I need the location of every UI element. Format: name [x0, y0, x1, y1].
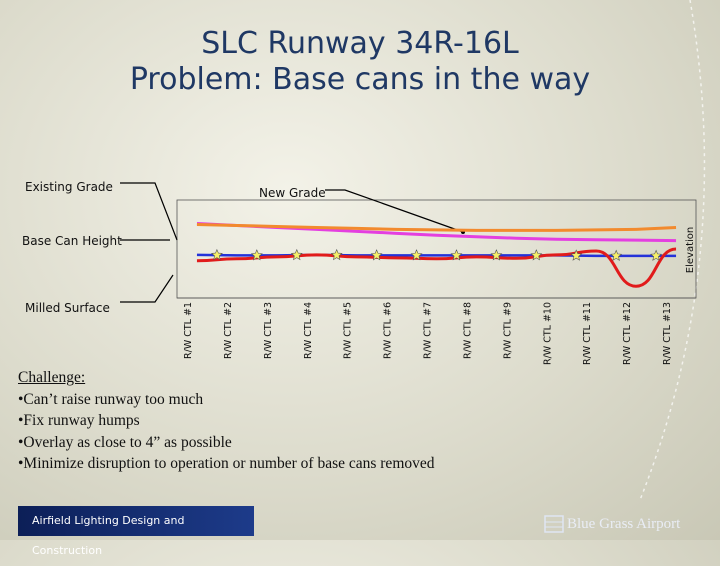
challenge-heading: Challenge: — [18, 369, 86, 386]
logo-text: Blue Grass Airport — [567, 516, 681, 532]
x-tick-label: R/W CTL #4 — [302, 302, 314, 359]
tick-layer — [183, 302, 673, 365]
x-tick-label: R/W CTL #2 — [222, 302, 234, 359]
logo-mark-icon — [545, 516, 563, 532]
challenge-bullet-4: •Minimize disruption to operation or number of base cans removed — [18, 455, 435, 472]
leader-new-grade — [325, 190, 463, 232]
footer-text: Airfield Lighting Design and Construction — [32, 514, 185, 557]
leader-existing-grade — [120, 183, 177, 240]
challenge-bullet-1: •Can’t raise runway too much — [18, 390, 204, 408]
base-can-marker — [611, 250, 622, 260]
challenge-bullet-3: •Overlay as close to 4” as possible — [18, 433, 232, 451]
label-milled-surface: Milled Surface — [25, 301, 110, 315]
challenge-bullet-2: •Fix runway humps — [18, 412, 140, 429]
series-new-grade — [197, 225, 676, 231]
x-tick-label: R/W CTL #6 — [382, 302, 394, 359]
x-tick-label: R/W CTL #3 — [262, 302, 274, 359]
x-tick-label: R/W CTL #11 — [582, 302, 594, 366]
series-layer — [197, 224, 676, 287]
base-can-marker — [292, 250, 303, 260]
label-base-can-height: Base Can Height — [22, 234, 122, 248]
x-tick-label: R/W CTL #1 — [182, 302, 194, 359]
label-new-grade: New Grade — [259, 186, 326, 200]
title-line-2: Problem: Base cans in the way — [129, 62, 591, 97]
label-existing-grade: Existing Grade — [25, 180, 113, 194]
y-axis-label: Elevation — [685, 226, 696, 274]
challenge-block — [18, 367, 435, 475]
footer-bar — [18, 506, 254, 557]
x-tick-label: R/W CTL #8 — [462, 302, 474, 359]
x-tick-label: R/W CTL #7 — [422, 302, 434, 359]
title-line-1: SLC Runway 34R-16L — [201, 26, 519, 61]
x-tick-label: R/W CTL #5 — [342, 302, 354, 359]
base-can-marker — [332, 250, 342, 260]
x-tick-label: R/W CTL #12 — [622, 302, 634, 366]
leader-milled-surface — [120, 275, 173, 302]
x-tick-label: R/W CTL #13 — [662, 302, 674, 366]
x-tick-label: R/W CTL #9 — [502, 302, 514, 359]
x-tick-label: R/W CTL #10 — [542, 302, 554, 366]
plot-frame — [177, 200, 696, 298]
